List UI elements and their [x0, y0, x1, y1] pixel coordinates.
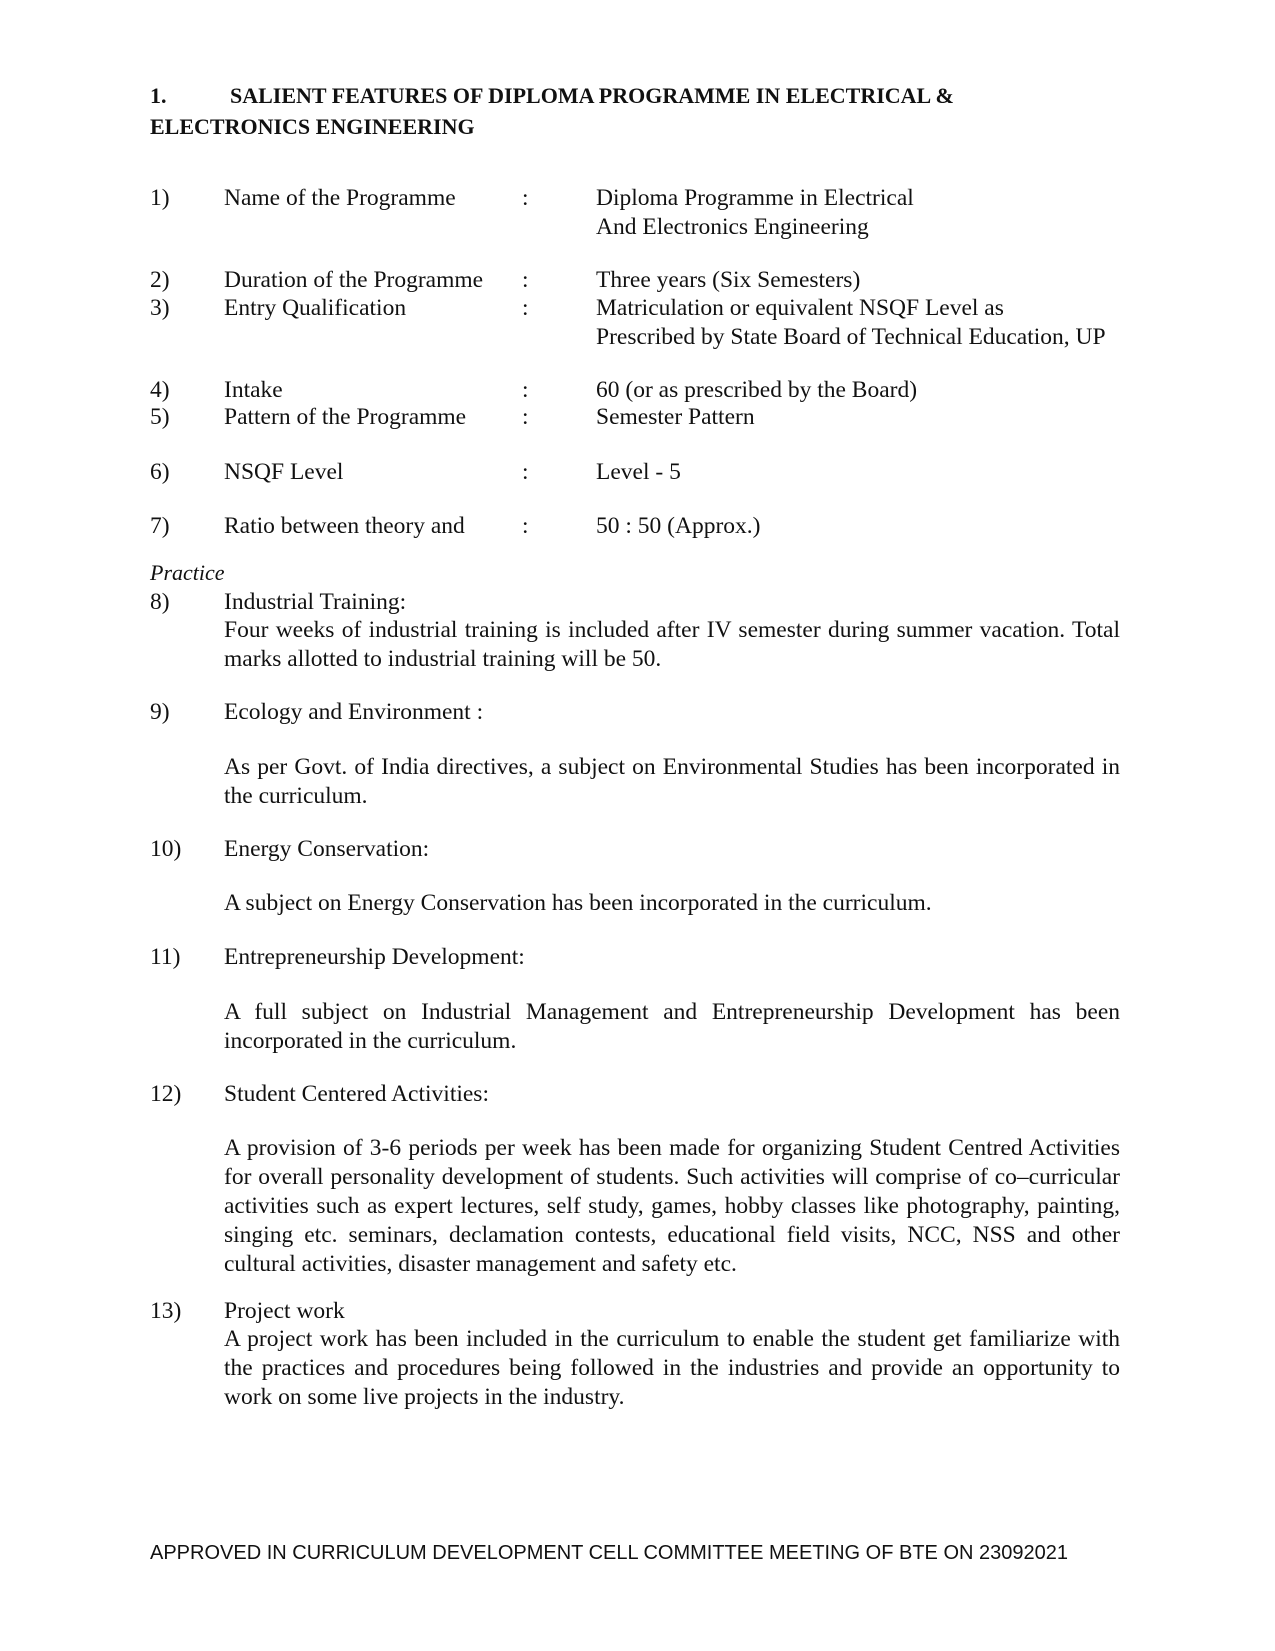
item-title: Industrial Training: — [224, 589, 407, 615]
item-text: A provision of 3-6 periods per week has been made for organizing Student Centred Activities for overall personality development of students. Such activities will comprise of co–curricular activities such as expert lectures, self study, games, hobby classes like photography, painting, singing etc. seminars, declamation contests, educational field visits, NCC, NSS and other cultural activities, disaster management and safety etc. — [224, 1135, 1120, 1277]
feature-number: 6) — [150, 459, 170, 485]
feature-label: Duration of the Programme — [224, 267, 484, 293]
feature-label: Ratio between theory and — [224, 513, 465, 539]
feature-label: Name of the Programme — [224, 185, 456, 211]
feature-label: NSQF Level — [224, 459, 344, 485]
feature-number: 3) — [150, 295, 170, 321]
item-number: 10) — [150, 836, 182, 862]
feature-value: 60 (or as prescribed by the Board) — [596, 377, 918, 403]
item-text: A full subject on Industrial Management and Entrepreneurship Development has been incorporated in the curriculum. — [224, 999, 1120, 1054]
feature-colon: : — [522, 295, 529, 321]
feature-value: Semester Pattern — [596, 404, 755, 430]
feature-colon: : — [522, 377, 529, 403]
feature-number: 1) — [150, 185, 170, 211]
feature-number: 4) — [150, 377, 170, 403]
feature-number: 2) — [150, 267, 170, 293]
feature-colon: : — [522, 404, 529, 430]
heading-line-1: SALIENT FEATURES OF DIPLOMA PROGRAMME IN ELECTRICAL & — [230, 83, 954, 108]
feature-label: Entry Qualification — [224, 295, 407, 321]
feature-value-line: Diploma Programme in Electrical — [596, 185, 914, 211]
item-number: 13) — [150, 1298, 182, 1324]
heading-line-2: ELECTRONICS ENGINEERING — [150, 114, 475, 139]
feature-number: 7) — [150, 513, 170, 539]
item-title: Entrepreneurship Development: — [224, 944, 525, 970]
section-heading — [150, 80, 1150, 142]
feature-value-line: Prescribed by State Board of Technical Education, UP — [596, 324, 1106, 350]
item-number: 12) — [150, 1081, 182, 1107]
item-title: Ecology and Environment : — [224, 699, 484, 725]
feature-colon: : — [522, 185, 529, 211]
feature-label: Pattern of the Programme — [224, 404, 467, 430]
feature-value: 50 : 50 (Approx.) — [596, 513, 761, 539]
feature-colon: : — [522, 267, 529, 293]
item-title: Student Centered Activities: — [224, 1081, 489, 1107]
item-text: A subject on Energy Conservation has been incorporated in the curriculum. — [224, 890, 932, 916]
feature-value: Three years (Six Semesters) — [596, 267, 861, 293]
feature-value-line: Matriculation or equivalent NSQF Level as — [596, 295, 1004, 321]
feature-value — [596, 184, 914, 242]
feature-number: 5) — [150, 404, 170, 430]
item-number: 11) — [150, 944, 181, 970]
section-number: 1. — [150, 83, 167, 108]
feature-value — [596, 294, 1106, 352]
approval-footer: APPROVED IN CURRICULUM DEVELOPMENT CELL COMMITTEE MEETING OF BTE ON 23092021 — [150, 1542, 1068, 1564]
feature-label: Intake — [224, 377, 283, 403]
item-number: 8) — [150, 589, 170, 615]
feature-colon: : — [522, 513, 529, 539]
item-text: Four weeks of industrial training is included after IV semester during summer vacation. Total marks allotted to industrial training will be 50. — [224, 617, 1120, 672]
feature-value: Level - 5 — [596, 459, 681, 485]
feature-colon: : — [522, 459, 529, 485]
item-title: Energy Conservation: — [224, 836, 430, 862]
item-text: As per Govt. of India directives, a subject on Environmental Studies has been incorporated in the curriculum. — [224, 754, 1120, 809]
item-text: A project work has been included in the curriculum to enable the student get familiarize with the practices and procedures being followed in the industries and provide an opportunity to work on some live projects in the industry. — [224, 1326, 1120, 1410]
practice-label: Practice — [150, 560, 225, 585]
item-number: 9) — [150, 699, 170, 725]
item-title: Project work — [224, 1298, 345, 1324]
feature-value-line: And Electronics Engineering — [596, 214, 869, 240]
